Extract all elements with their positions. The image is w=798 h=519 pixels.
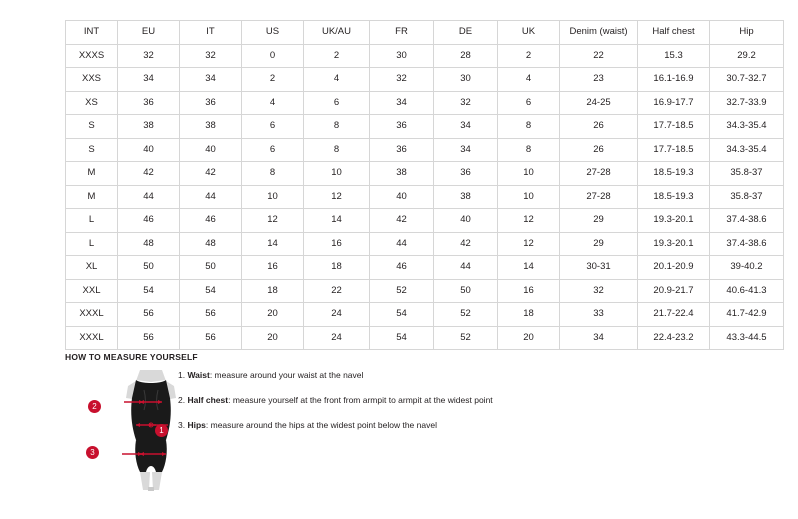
- cell-eu: 56: [118, 326, 180, 350]
- cell-half-chest: 17.7-18.5: [638, 138, 710, 162]
- column-header-denim-waist: Denim (waist): [560, 21, 638, 45]
- measure-item-waist: [178, 370, 608, 381]
- cell-uk: 20: [498, 326, 560, 350]
- cell-eu: 50: [118, 256, 180, 280]
- cell-ukau: 24: [304, 303, 370, 327]
- callout-marker-1: 1: [155, 424, 168, 437]
- cell-it: 32: [180, 44, 242, 68]
- cell-ukau: 16: [304, 232, 370, 256]
- cell-it: 50: [180, 256, 242, 280]
- cell-eu: 34: [118, 68, 180, 92]
- column-header-us: US: [242, 21, 304, 45]
- cell-uk: 16: [498, 279, 560, 303]
- cell-us: 12: [242, 209, 304, 233]
- measure-item-term: Waist: [187, 370, 210, 380]
- cell-fr: 54: [370, 303, 434, 327]
- measure-item-text: : measure around your waist at the navel: [209, 370, 364, 380]
- cell-int: S: [66, 138, 118, 162]
- cell-int: XXXS: [66, 44, 118, 68]
- cell-hip: 35.8-37: [710, 185, 784, 209]
- cell-hip: 37.4-38.6: [710, 209, 784, 233]
- cell-denim-waist: 30-31: [560, 256, 638, 280]
- cell-ukau: 6: [304, 91, 370, 115]
- cell-us: 20: [242, 303, 304, 327]
- cell-uk: 10: [498, 162, 560, 186]
- cell-int: L: [66, 209, 118, 233]
- cell-denim-waist: 33: [560, 303, 638, 327]
- cell-half-chest: 18.5-19.3: [638, 162, 710, 186]
- column-header-de: DE: [434, 21, 498, 45]
- column-header-int: INT: [66, 21, 118, 45]
- callout-marker-3: 3: [86, 446, 99, 459]
- cell-denim-waist: 26: [560, 138, 638, 162]
- measure-item-term: Hips: [187, 420, 206, 431]
- cell-denim-waist: 34: [560, 326, 638, 350]
- cell-ukau: 10: [304, 162, 370, 186]
- cell-ukau: 12: [304, 185, 370, 209]
- cell-int: XXXL: [66, 326, 118, 350]
- cell-half-chest: 22.4-23.2: [638, 326, 710, 350]
- cell-denim-waist: 32: [560, 279, 638, 303]
- cell-de: 44: [434, 256, 498, 280]
- table-header: [66, 21, 784, 45]
- measure-item-text: : measure around the hips at the widest point below the navel: [205, 420, 437, 431]
- cell-fr: 42: [370, 209, 434, 233]
- cell-it: 54: [180, 279, 242, 303]
- cell-fr: 38: [370, 162, 434, 186]
- cell-hip: 34.3-35.4: [710, 115, 784, 139]
- cell-half-chest: 16.1-16.9: [638, 68, 710, 92]
- cell-de: 34: [434, 115, 498, 139]
- cell-us: 2: [242, 68, 304, 92]
- cell-it: 38: [180, 115, 242, 139]
- cell-eu: 40: [118, 138, 180, 162]
- table-row: [66, 185, 784, 209]
- cell-half-chest: 20.1-20.9: [638, 256, 710, 280]
- cell-int: L: [66, 232, 118, 256]
- cell-de: 36: [434, 162, 498, 186]
- cell-uk: 8: [498, 138, 560, 162]
- cell-de: 34: [434, 138, 498, 162]
- column-header-half-chest: Half chest: [638, 21, 710, 45]
- callout-marker-2: 2: [88, 400, 101, 413]
- measure-item-number: 1.: [178, 370, 186, 380]
- cell-half-chest: 16.9-17.7: [638, 91, 710, 115]
- cell-us: 0: [242, 44, 304, 68]
- cell-denim-waist: 27-28: [560, 185, 638, 209]
- size-chart-container: [65, 20, 767, 350]
- measure-item-text: : measure yourself at the front from armpit to armpit at the widest point: [228, 395, 493, 406]
- cell-eu: 42: [118, 162, 180, 186]
- cell-us: 14: [242, 232, 304, 256]
- cell-hip: 35.8-37: [710, 162, 784, 186]
- cell-fr: 34: [370, 91, 434, 115]
- table-row: [66, 279, 784, 303]
- cell-us: 20: [242, 326, 304, 350]
- cell-eu: 48: [118, 232, 180, 256]
- cell-int: XXS: [66, 68, 118, 92]
- cell-ukau: 2: [304, 44, 370, 68]
- table-body: [66, 44, 784, 350]
- cell-us: 10: [242, 185, 304, 209]
- cell-us: 4: [242, 91, 304, 115]
- table-row: [66, 138, 784, 162]
- cell-it: 48: [180, 232, 242, 256]
- table-row: [66, 68, 784, 92]
- cell-half-chest: 20.9-21.7: [638, 279, 710, 303]
- measure-item-number: 2.: [178, 395, 186, 406]
- cell-fr: 46: [370, 256, 434, 280]
- cell-half-chest: 19.3-20.1: [638, 232, 710, 256]
- cell-hip: 39-40.2: [710, 256, 784, 280]
- cell-hip: 30.7-32.7: [710, 68, 784, 92]
- cell-half-chest: 18.5-19.3: [638, 185, 710, 209]
- cell-uk: 18: [498, 303, 560, 327]
- cell-fr: 36: [370, 115, 434, 139]
- cell-us: 8: [242, 162, 304, 186]
- table-header-row: [66, 21, 784, 45]
- cell-denim-waist: 26: [560, 115, 638, 139]
- cell-ukau: 4: [304, 68, 370, 92]
- cell-hip: 34.3-35.4: [710, 138, 784, 162]
- cell-denim-waist: 24-25: [560, 91, 638, 115]
- cell-fr: 32: [370, 68, 434, 92]
- cell-denim-waist: 23: [560, 68, 638, 92]
- cell-it: 46: [180, 209, 242, 233]
- cell-uk: 2: [498, 44, 560, 68]
- cell-fr: 52: [370, 279, 434, 303]
- column-header-ukau: UK/AU: [304, 21, 370, 45]
- cell-hip: 32.7-33.9: [710, 91, 784, 115]
- cell-denim-waist: 22: [560, 44, 638, 68]
- cell-ukau: 8: [304, 138, 370, 162]
- cell-eu: 32: [118, 44, 180, 68]
- table-row: [66, 209, 784, 233]
- column-header-eu: EU: [118, 21, 180, 45]
- cell-int: XXXL: [66, 303, 118, 327]
- cell-uk: 14: [498, 256, 560, 280]
- cell-uk: 6: [498, 91, 560, 115]
- column-header-uk: UK: [498, 21, 560, 45]
- cell-half-chest: 17.7-18.5: [638, 115, 710, 139]
- measure-instructions: [178, 370, 608, 445]
- cell-half-chest: 15.3: [638, 44, 710, 68]
- measure-item-half-chest: [178, 395, 608, 406]
- cell-int: XL: [66, 256, 118, 280]
- cell-it: 56: [180, 303, 242, 327]
- cell-it: 42: [180, 162, 242, 186]
- cell-ukau: 24: [304, 326, 370, 350]
- cell-int: XS: [66, 91, 118, 115]
- cell-it: 56: [180, 326, 242, 350]
- cell-de: 38: [434, 185, 498, 209]
- measure-item-number: 3.: [178, 420, 186, 431]
- cell-us: 6: [242, 138, 304, 162]
- column-header-fr: FR: [370, 21, 434, 45]
- cell-hip: 40.6-41.3: [710, 279, 784, 303]
- cell-de: 52: [434, 326, 498, 350]
- cell-hip: 43.3-44.5: [710, 326, 784, 350]
- cell-denim-waist: 27-28: [560, 162, 638, 186]
- size-chart-table: [65, 20, 784, 350]
- cell-fr: 40: [370, 185, 434, 209]
- cell-de: 50: [434, 279, 498, 303]
- cell-ukau: 18: [304, 256, 370, 280]
- cell-fr: 36: [370, 138, 434, 162]
- cell-int: M: [66, 185, 118, 209]
- table-row: [66, 326, 784, 350]
- cell-it: 40: [180, 138, 242, 162]
- cell-it: 34: [180, 68, 242, 92]
- cell-eu: 44: [118, 185, 180, 209]
- cell-hip: 41.7-42.9: [710, 303, 784, 327]
- column-header-it: IT: [180, 21, 242, 45]
- cell-uk: 4: [498, 68, 560, 92]
- table-row: [66, 162, 784, 186]
- table-row: [66, 115, 784, 139]
- cell-de: 40: [434, 209, 498, 233]
- measure-item-hips: [178, 420, 608, 431]
- cell-uk: 12: [498, 209, 560, 233]
- cell-it: 44: [180, 185, 242, 209]
- cell-us: 18: [242, 279, 304, 303]
- column-header-hip: Hip: [710, 21, 784, 45]
- table-row: [66, 44, 784, 68]
- measure-item-term: Half chest: [187, 395, 229, 406]
- cell-denim-waist: 29: [560, 232, 638, 256]
- table-row: [66, 303, 784, 327]
- cell-eu: 38: [118, 115, 180, 139]
- cell-fr: 44: [370, 232, 434, 256]
- cell-hip: 37.4-38.6: [710, 232, 784, 256]
- table-row: [66, 256, 784, 280]
- cell-ukau: 22: [304, 279, 370, 303]
- table-row: [66, 232, 784, 256]
- cell-de: 32: [434, 91, 498, 115]
- cell-us: 16: [242, 256, 304, 280]
- cell-de: 28: [434, 44, 498, 68]
- cell-eu: 54: [118, 279, 180, 303]
- cell-half-chest: 19.3-20.1: [638, 209, 710, 233]
- cell-half-chest: 21.7-22.4: [638, 303, 710, 327]
- cell-ukau: 14: [304, 209, 370, 233]
- cell-us: 6: [242, 115, 304, 139]
- cell-eu: 36: [118, 91, 180, 115]
- cell-int: M: [66, 162, 118, 186]
- table-row: [66, 91, 784, 115]
- cell-eu: 56: [118, 303, 180, 327]
- cell-uk: 10: [498, 185, 560, 209]
- cell-uk: 8: [498, 115, 560, 139]
- cell-hip: 29.2: [710, 44, 784, 68]
- cell-fr: 54: [370, 326, 434, 350]
- cell-de: 30: [434, 68, 498, 92]
- cell-fr: 30: [370, 44, 434, 68]
- cell-it: 36: [180, 91, 242, 115]
- cell-eu: 46: [118, 209, 180, 233]
- cell-denim-waist: 29: [560, 209, 638, 233]
- cell-de: 42: [434, 232, 498, 256]
- cell-int: S: [66, 115, 118, 139]
- cell-de: 52: [434, 303, 498, 327]
- cell-ukau: 8: [304, 115, 370, 139]
- cell-int: XXL: [66, 279, 118, 303]
- cell-uk: 12: [498, 232, 560, 256]
- how-to-measure-title: HOW TO MEASURE YOURSELF: [65, 352, 198, 362]
